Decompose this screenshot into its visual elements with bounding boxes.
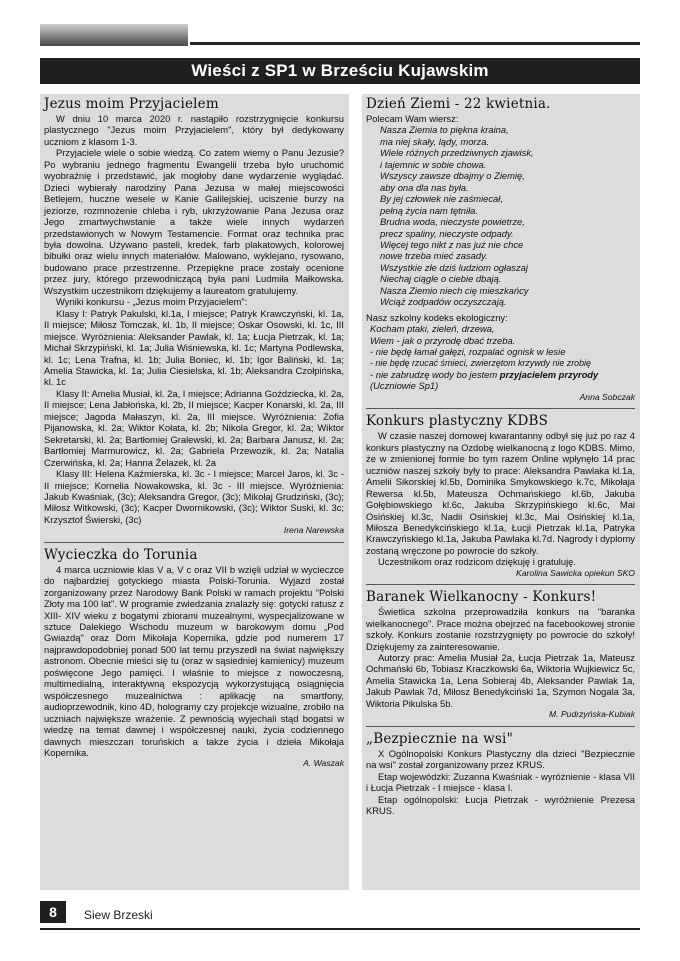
- page-title: Wieści z SP1 w Brześciu Kujawskim: [40, 58, 640, 84]
- paragraph: W dniu 10 marca 2020 r. nastąpiło rozstrzygnięcie konkursu plastycznego "Jezus moim Przyjacielem", który był dedykowany uczniom z klasom 1-3.: [44, 113, 344, 147]
- paragraph: Etap ogólnopolski: Łucja Pietrzak - wyróżnienie Prezesa KRUS.: [366, 793, 635, 817]
- paragraph: Polecam Wam wiersz:: [366, 113, 459, 124]
- poem-line: Wszystkie złe dziś ludziom ogłaszaj: [380, 261, 528, 273]
- paragraph: Autorzy prac: Amelia Musiał 2a, Łucja Pietrzak 1a, Mateusz Ochmański 6b, Tobiasz Kraczkowski 6a, Wiktoria Wujkiewicz 5c, Amelia Stawicka 1a, Lena Sobieraj 4b, Aleksander Pawlak 1a, Jakub Pawlak 7d, Miłosz Benedykciński 1a, Szymon Nogala 3a, Wiktoria Pikulska 5b.: [366, 652, 635, 709]
- header-strip: [40, 24, 640, 46]
- paragraph: Przyjaciele wiele o sobie wiedzą. Co zatem wiemy o Panu Jezusie? Po wybraniu jednego fragmentu Ewangelii trzeba było uruchomić wyobraźnię i przedstawić, jak mogłoby dane wydarzenie wyglądać. Dzieci wybierały narodziny Pana Jezusa w małej miejscowości Betlejem, huczne wesele w Kanie Galilejskiej, uciszenie burzy na jeziorze, rozmnożenie chleba i ryb, ukrzyżowanie Pana Jezusa oraz Jego zmartwychwstanie a także wiele innych wydarzeń przedstawionych w Nowym Testamencie. Format oraz technika prac była dowolna. Używano pasteli, kredek, farb plakatowych, kolorowej bibułki oraz wielu innych materiałów. Malowano, wyklejano, rysowano, budowano prace przestrzenne. Przepiękne prace zostały ocenione przez jury, którego przewodniczącą była pani Ludmiła Małkowska. Wszystkim uczestnikom dziękujemy a laureatom gratulujemy.: [44, 147, 344, 296]
- poem-line: i tajemnic w sobie chowa.: [380, 158, 487, 170]
- divider: [366, 726, 635, 727]
- poem-line: Brudna woda, nieczyste powietrze,: [380, 216, 525, 228]
- author-signature: A. Waszak: [303, 758, 344, 769]
- section-title-jezus: Jezus moim Przyjacielem: [44, 96, 219, 112]
- divider: [366, 408, 635, 409]
- poem-line: Więcej tego nikt z nas już nie chce: [380, 238, 524, 250]
- paragraph: 4 marca uczniowie klas V a, V c oraz VII b wzięli udział w wycieczce do najbardziej gotyckiego miasta Polski-Torunia. Wyjazd został zorganizowany przez Narodowy Bank Polski w ramach projektu "Polski Złoty ma 100 lat". W programie zwiedzania znalazły się: gotycki ratusz z XIII- XIV wieku z bogatymi zbiorami muzealnymi, wyspecjalizowane w sztuce Dalekiego Wschodu muzeum w barokowym domu „Pod Gwiazdą" oraz Dom Mikołaja Kopernika, gdzie pod numerem 17 najprawdopodobniej ponad 500 lat temu przyszedł na świat największy astronom. Obecnie mieści się tu (oraz w sąsiedniej kamienicy) muzeum poświęcone Jego pamięci. I właśnie to miejsce z nowoczesną, multimedialną, interaktywną ekspozycją wykorzystującą osiągnięcia współczesnego muzealnictwa : aplikację na smartfony, audioprzewodnik, kino 4D, hologramy czy projekcje wizualne, zrobiło na uczniach największe wrażenie. Z pewnością wyjechali stąd bogatsi w wiedzę na temat dawnej i współczesnej nauki, życia codziennego dawnych mieszczan toruńskich a także życia i dzieła Mikołaja Kopernika.: [44, 563, 344, 759]
- author-signature: Anna Sobczak: [579, 391, 635, 402]
- paragraph: Klasy I: Patryk Pakulski, kl.1a, I miejsce; Patryk Krawczyński, kl. 1a, II miejsce; Miłosz Tomczak, kl. 1b, II miejsce; Oskar Osowski, kl. 1c, III miejsce. Wyróżnienia: Aleksander Pawlak, kl. 1a; Łucja Pietrzak, kl. 1a; Michał Skrzypiński, kl. 1a; Julia Wiśniewska, kl. 1c; Martyna Podlewska, kl. 1c; Lena Trafna, kl. 1b; Julia Boniec, kl. 1b; Igor Baliński, kl. 1a; Amelia Stawicka, kl. 1a; Julia Ciesielska, kl. 1b; Aleksandra Czołpińska, kl. 1c: [44, 307, 344, 388]
- poem: [366, 124, 635, 307]
- poem-line: Nasza Ziemia to piękna kraina,: [380, 124, 509, 136]
- paragraph: W czasie naszej domowej kwarantanny odbył się już po raz 4 konkurs plastyczny na Ozdobę wielkanocną z logo KDBS. Mimo, że w zmienionej formie bo tym razem Online wpłynęło 14 prac uczniów naszej szkoły były to prace: Aleksandra Pawlaka kl.1a, Amelii Sikorskiej kl.5b, Dominika Smykowskiego k.7c, Mikołaja Rewersa kl.5b, Mateusza Ochmańskiego kl.6b, Jakuba Gołębiowskiego kl.6c, Jakuba Skrzypińskiego kl.6c, Mai Osińskiej kl.3c, Nadii Osińskiej kl.3c, Mai Osińskiej kl.1a, Miłosza Benedykcińskiego kl.1a, Łucji Pietrzak kl.1a, Patryka Krawczyńskiego kl.1a, Jakuba Pawlaka kl.7d. Nagrody i dyplomy zostaną wręczone po powrocie do szkoły.: [366, 430, 635, 556]
- poem-line: ma niej skały, lądy, morza.: [380, 135, 490, 147]
- eco-code: [366, 323, 635, 392]
- section-title-dzien-ziemi: Dzień Ziemi - 22 kwietnia.: [366, 96, 551, 112]
- poem-line: nowe trzeba mieć zasady.: [380, 250, 488, 262]
- page-number: 8: [40, 901, 66, 923]
- author-signature: Karolina Sawicka opiekun SKO: [516, 567, 635, 578]
- eco-code-line: [370, 369, 635, 380]
- author-signature: M. Pudrzyńska-Kubiak: [549, 709, 635, 720]
- header-photo: [40, 24, 188, 46]
- footer-rule: [40, 928, 640, 930]
- divider: [366, 584, 635, 585]
- left-column: [40, 94, 349, 890]
- poem-line: pełną życia nam tętniła.: [380, 204, 478, 216]
- header-rule: [190, 42, 640, 45]
- paragraph: X Ogólnopolski Konkurs Plastyczny dla dzieci "Bezpiecznie na wsi" został zorganizowany przez KRUS.: [366, 747, 635, 771]
- paragraph: Wyniki konkursu - „Jezus moim Przyjacielem":: [56, 296, 248, 308]
- poem-line: Nasza Ziemio niech cię mieszkańcy: [380, 284, 529, 296]
- author-signature: Irena Narewska: [283, 525, 344, 536]
- divider: [44, 542, 344, 543]
- paragraph: Uczestnikom oraz rodzicom dziękuję i gratuluję.: [378, 556, 576, 568]
- poem-line: Niechaj ciągle o ciebie dbają.: [380, 273, 502, 285]
- paragraph: Klasy II: Amelia Musiał, kl. 2a, I miejsce; Adrianna Goździecka, kl. 2a, II miejsce; Lena Jabłońska, kl. 2b, II miejsce; Kacper Konarski, kl. 2a, III miejsce; Jagoda Małaszyn, kl. 2a, III miejsce. Wyróżnienia: Zofia Pijanowska, kl. 2a; Wiktor Kołata, kl. 2b; Nikola Gregor, kl. 2a; Wiktor Sekretarski, kl. 2a; Bartłomiej Gralewski, kl. 2a; Barbara Janusz, kl. 2a; Bartłomiej Marmurowicz, kl. 2a; Gabriela Przewozik, kl. 2a; Natalia Czerwińska, kl. 2a; Hanna Żelazek, kl. 2a: [44, 387, 344, 468]
- poem-line: Wszyscy zawsze dbajmy o Ziemię,: [380, 170, 525, 182]
- eco-code-line: Wiem - jak o przyrodę dbać trzeba.: [370, 334, 516, 346]
- eco-code-text: - nie zabrudzę wody bo jestem: [370, 368, 498, 380]
- poem-line: precz spaliny, nieczyste odpady.: [380, 227, 514, 239]
- paragraph: Etap wojewódzki: Zuzanna Kwaśniak - wyróżnienie - klasa VII i Łucja Pietrzak - I miejsce - klasa I.: [366, 770, 635, 794]
- section-title-torun: Wycieczka do Torunia: [44, 546, 198, 563]
- paragraph: Nasz szkolny kodeks ekologiczny:: [366, 311, 508, 323]
- poem-line: aby ona dla nas była.: [380, 181, 469, 193]
- poem-line: Wciąż zodpadów oczyszczają.: [380, 296, 507, 308]
- eco-code-author: (Uczniowie Sp1): [370, 380, 439, 392]
- eco-code-line: - nie będę łamał gałęzi, rozpalać ognisk w lesie: [370, 346, 566, 358]
- eco-code-line: - nie będę rzucać śmieci, zwierzętom krzywdy nie zrobię: [370, 357, 591, 368]
- eco-code-line: Kocham ptaki, zieleń, drzewa,: [370, 323, 495, 335]
- poem-line: By jej człowiek nie zaśmiecał,: [380, 193, 503, 205]
- right-column: [362, 94, 640, 890]
- poem-line: Wiele różnych przedziwnych zjawisk,: [380, 147, 534, 159]
- section-title-kdbs: Konkurs plastyczny KDBS: [366, 413, 549, 430]
- publication-name: Siew Brzeski: [84, 908, 153, 922]
- section-title-baranek: Baranek Wielkanocny - Konkurs!: [366, 589, 597, 606]
- eco-code-emphasis: przyjacielem przyrody: [499, 368, 599, 380]
- section-title-bezpiecznie: „Bezpiecznie na wsi": [366, 730, 513, 747]
- paragraph: Klasy III: Helena Kaźmierska, kl. 3c - I miejsce; Marcel Jaros, kl. 3c - II miejsce; Kornelia Nowakowska, kl. 3c - III miejsce. Wyróżnienia: Jakub Kwaśniak, (3c); Aleksandra Gregor, (3c); Mikołaj Grudziński, (3c); Miłosz Witkowski, (3c); Kacper Dwornikowski, (3c); Wiktor Suski, kl. 3c; Krzysztof Świerski, (3c): [44, 468, 344, 525]
- paragraph: Świetlica szkolna przeprowadziła konkurs na "baranka wielkanocnego". Prace można obejrzeć na facebookowej stronie szkoły. Konkurs zostanie rozstrzygnięty po powrocie do szkoły! Dziękujemy za zainteresowanie.: [366, 606, 635, 652]
